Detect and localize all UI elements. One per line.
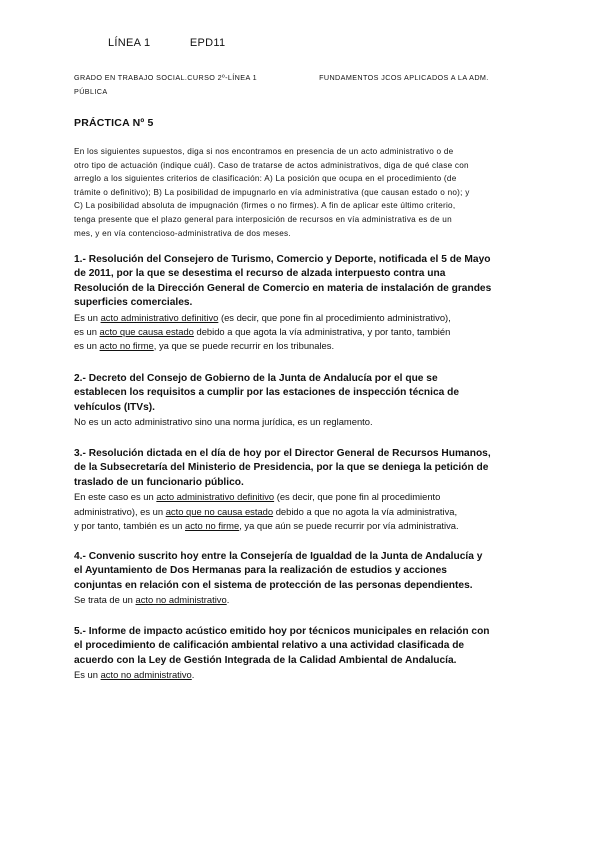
answer-text: . <box>226 594 230 606</box>
answer-text: Se trata de un <box>74 594 136 606</box>
intro-line: tenga presente que el plazo general para interposición de recursos en vía administrativa es de un <box>74 214 452 224</box>
question-heading-line: el procedimiento de calificación ambiental relativo a una actividad clasificada de <box>74 640 465 652</box>
answer-text: es un <box>74 340 100 352</box>
answer-text: (es decir, que pone fin al procedimiento administrativo), <box>218 311 451 323</box>
subject-label: FUNDAMENTOS JCOS APLICADOS A LA ADM. <box>319 73 489 82</box>
answer-line <box>74 339 540 353</box>
intro-line: otro tipo de actuación (indique cuál). Caso de tratarse de actos administrativos, diga de qué clase con <box>74 160 469 170</box>
answer-line <box>74 490 540 504</box>
answer-line <box>74 519 540 533</box>
answer-text: Es un <box>74 669 101 681</box>
answer-underlined: acto que causa estado <box>99 326 194 338</box>
question-heading-line: de la Subsecretaría del Ministerio de Presidencia, por la que se deniega la petición de <box>74 462 489 474</box>
intro-line: trámite o definitivo); B) La posibilidad de impugnarlo en vía administrativa (que causan estado o no); y <box>74 187 470 197</box>
question-heading-line: conjuntas en relación con el sistema de protección de las personas dependientes. <box>74 579 473 591</box>
answer-text: . <box>191 669 195 681</box>
intro-line: C) La posibilidad absoluta de impugnación (firmes o no firmes). A fin de aplicar este último criterio, <box>74 201 456 211</box>
code-label: EPD11 <box>189 37 226 49</box>
intro-line: mes, y en vía contencioso-administrativa de dos meses. <box>74 228 291 238</box>
answer-underlined: acto no administrativo <box>100 669 192 681</box>
answer-underlined: acto no firme <box>99 340 154 352</box>
answer-text: En este caso es un <box>74 491 157 503</box>
answer-underlined: acto administrativo definitivo <box>100 311 219 323</box>
intro-line: En los siguientes supuestos, diga si nos encontramos en presencia de un acto administrativo o de <box>74 147 454 156</box>
answer-line <box>74 325 540 339</box>
intro-paragraph <box>74 145 534 240</box>
question-heading-line: 2.- Decreto del Consejo de Gobierno de la Junta de Andalucía por el que se <box>74 373 438 384</box>
answer-text: , ya que se puede recurrir en los tribunales. <box>153 340 335 352</box>
question-2 <box>74 372 540 430</box>
answer-underlined: acto administrativo definitivo <box>156 491 275 503</box>
answer-text: y por tanto, también es un <box>74 520 186 532</box>
question-heading-line: 3.- Resolución dictada en el día de hoy por el Director General de Recursos Humanos, <box>74 448 491 459</box>
intro-line: arreglo a los siguientes criterios de clasificación: A) La posición que ocupa en el procedimiento (de <box>74 174 457 184</box>
question-1 <box>74 253 540 354</box>
answer-text: , ya que aún se puede recurrir por vía administrativa. <box>239 520 459 532</box>
answer-underlined: acto no administrativo <box>135 594 227 606</box>
page-title: PRÁCTICA Nº 5 <box>74 117 154 129</box>
answer-underlined: acto que no causa estado <box>165 505 274 517</box>
answer-text: debido a que no agota la vía administrativa, <box>273 505 458 517</box>
question-heading-line: Resolución de la Dirección General de Comercio en materia de instalación de grandes <box>74 282 492 294</box>
line-label: LÍNEA 1 <box>108 37 151 49</box>
question-heading-line: el Ayuntamiento de Dos Hermanas para la realización de estudios y acciones <box>74 565 447 577</box>
question-heading-line: de 2011, por la que se desestima el recurso de alzada interpuesto contra una <box>74 268 446 280</box>
question-heading-line: 4.- Convenio suscrito hoy entre la Consejería de Igualdad de la Junta de Andalucía y <box>74 551 483 562</box>
answer-text: debido a que agota la vía administrativa, y por tanto, también <box>193 326 451 338</box>
answer-text: administrativo), es un <box>74 505 166 517</box>
question-4 <box>74 550 540 608</box>
answer-line <box>74 311 540 325</box>
answer-line <box>74 668 540 682</box>
answer-underlined: acto no firme <box>185 520 240 532</box>
answer-line: No es un acto administrativo sino una norma jurídica, es un reglamento. <box>74 416 373 428</box>
question-heading-line: establecen los requisitos a cumplir por las estaciones de inspección técnica de <box>74 387 460 399</box>
question-heading-line: traslado de un funcionario público. <box>74 476 244 488</box>
answer-text: Es un <box>74 311 101 323</box>
question-5 <box>74 625 540 683</box>
question-heading-line: acuerdo con la Ley de Gestión Integrada de la Calidad Ambiental de Andalucía. <box>74 654 457 666</box>
course-label: GRADO EN TRABAJO SOCIAL.CURSO 2º-LÍNEA 1 <box>74 73 258 82</box>
answer-text: es un <box>74 326 100 338</box>
question-heading-line: superficies comerciales. <box>74 297 193 309</box>
answer-line <box>74 593 540 607</box>
top-header-line <box>108 37 225 49</box>
answer-line <box>74 505 540 519</box>
question-heading-line: vehículos (ITVs). <box>74 401 155 413</box>
answer-text: (es decir, que pone fin al procedimiento <box>274 491 441 503</box>
question-heading-line: 5.- Informe de impacto acústico emitido hoy por técnicos municipales en relación con <box>74 626 490 637</box>
question-heading-line: 1.- Resolución del Consejero de Turismo, Comercio y Deporte, notificada el 5 de Mayo <box>74 254 491 265</box>
course-header <box>74 71 534 99</box>
question-3 <box>74 447 540 533</box>
subject-label-cont: PÚBLICA <box>74 87 108 96</box>
